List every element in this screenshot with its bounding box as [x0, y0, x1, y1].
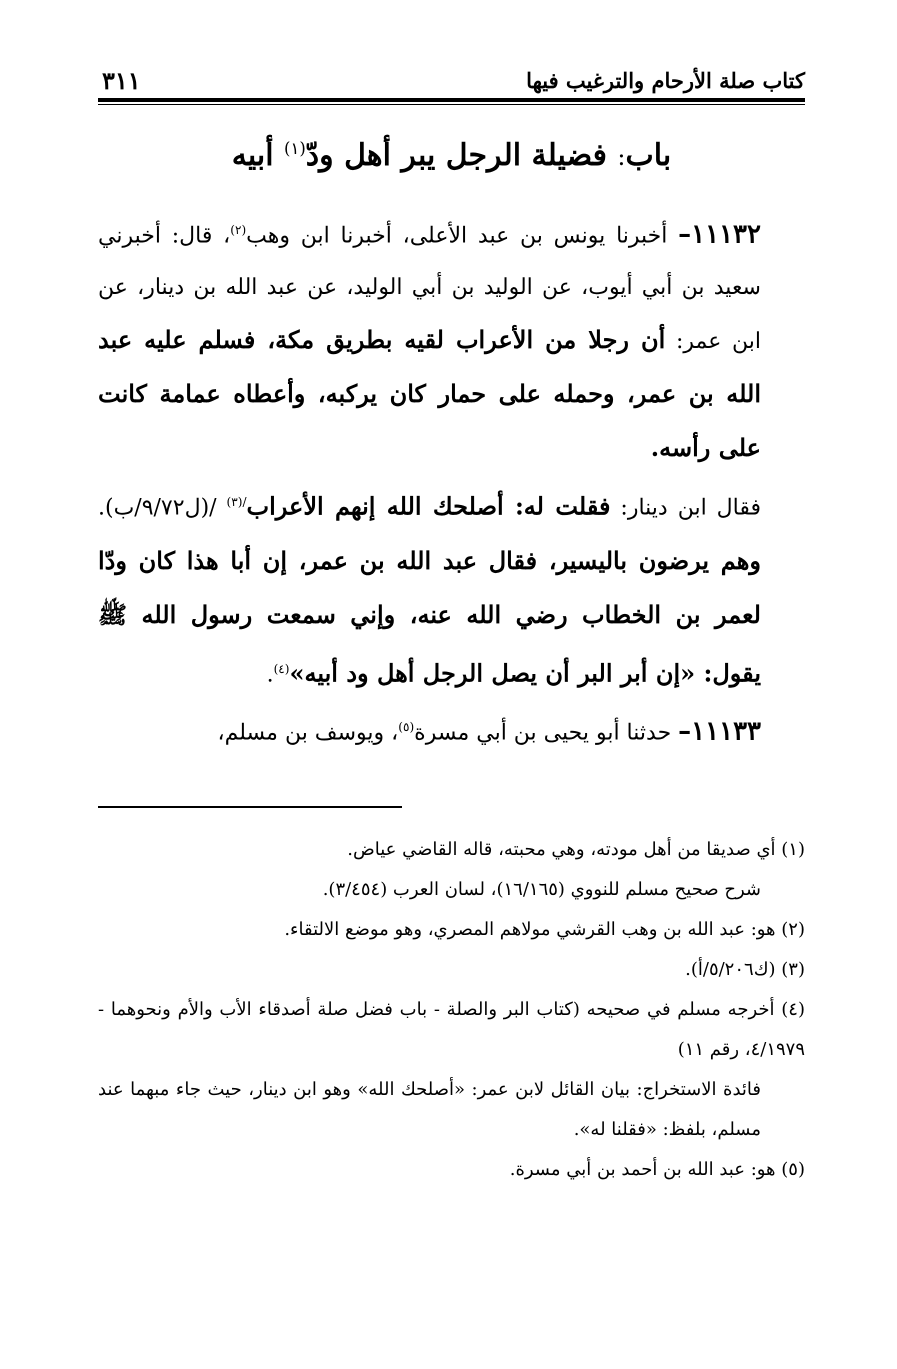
- hadith-narrator-intro: فقال ابن دينار:: [610, 495, 761, 521]
- chapter-separator: :: [617, 143, 626, 171]
- hadith-11133: [98, 701, 805, 759]
- hadith-number-2: ١١١٣٣–: [678, 716, 761, 747]
- footnote-2: (٢) هو: عبد الله بن وهب القرشي مولاهم المصري، وهو موضع الالتقاء.: [284, 919, 805, 940]
- footnote-1: (١) أي صديقا من أهل مودته، وهي محبته، قاله القاضي عياض.: [347, 839, 805, 860]
- hadith-chain: أخبرنا يونس بن عبد الأعلى، أخبرنا ابن وهب: [246, 223, 679, 249]
- chapter-lead: باب: [625, 138, 672, 173]
- manuscript-ref: /(ل٩/٧٢/ب).: [98, 495, 227, 521]
- hadith-chain-cont: ، قال: أخبرني سعيد بن أبي أيوب، عن الوليد بن أبي الوليد، عن عبد الله بن دينار، عن ابن عمر:: [98, 223, 761, 355]
- footnote-ref-3: /(٣): [226, 495, 247, 510]
- footnote-ref-5: (٥): [398, 719, 415, 734]
- chapter-title: فضيلة الرجل يبر أهل ودّ: [305, 138, 607, 173]
- hadith-matn: أن رجلا من الأعراب لقيه بطريق مكة، فسلم عليه عبد الله بن عمر، وحمله على حمار كان يركبه، وأعطاه عمامة كانت على رأسه.: [98, 325, 761, 463]
- hadith-matn-2: فقلت له: أصلحك الله إنهم الأعراب: [246, 491, 611, 521]
- main-text: [98, 204, 805, 759]
- running-header: [98, 66, 805, 100]
- hadith-11132-continued: [98, 476, 805, 701]
- footnote-ref-4: (٤): [273, 661, 290, 676]
- hadith-11132: [98, 204, 805, 476]
- header-rule-thin: [98, 104, 805, 105]
- running-header-title: كتاب صلة الأرحام والترغيب فيها: [526, 68, 805, 93]
- chapter-heading: [98, 138, 805, 173]
- footnote-4: (٤) أخرجه مسلم في صحيحه (كتاب البر والصلة - باب فضل صلة أصدقاء الأب والأم ونحوهما - ٤/١٩٧٩، رقم ١١): [98, 999, 805, 1060]
- chapter-title-tail: أبيه: [231, 138, 274, 173]
- hadith-number: ١١١٣٢–: [678, 219, 761, 250]
- header-rule-thick: [98, 98, 805, 102]
- footnote-ref-1: (١): [284, 139, 306, 158]
- footnotes: [98, 830, 805, 1190]
- hadith-2-chain: حدثنا أبو يحيى بن أبي مسرة: [414, 720, 679, 746]
- footnote-ref-2: (٢): [230, 223, 247, 237]
- footnote-separator: [98, 806, 402, 808]
- page-number: ٣١١: [102, 66, 141, 95]
- hadith-matn-3: وهم يرضون باليسير، فقال عبد الله بن عمر، إن أبا هذا كان ودّا لعمر بن الخطاب رضي الله عنه، وإني سمعت رسول الله ﷺ يقول: «إن أبر البر أن يصل الرجل أهل ود أبيه»: [98, 545, 761, 687]
- hadith-end-period: .: [266, 661, 274, 687]
- footnote-3: (٣) (ك٥/٢٠٦/أ).: [685, 959, 805, 980]
- footnote-4-note: فائدة الاستخراج: بيان القائل لابن عمر: «أصلحك الله» وهو ابن دينار، حيث جاء مبهما عند مسلم، بلفظ: «فقلنا له».: [98, 1079, 761, 1140]
- footnote-5: (٥) هو: عبد الله بن أحمد بن أبي مسرة.: [509, 1159, 805, 1180]
- footnote-1-source: شرح صحيح مسلم للنووي (١٦/١٦٥)، لسان العرب (٣/٤٥٤).: [322, 879, 761, 900]
- hadith-2-chain-cont: ، ويوسف بن مسلم،: [217, 720, 399, 746]
